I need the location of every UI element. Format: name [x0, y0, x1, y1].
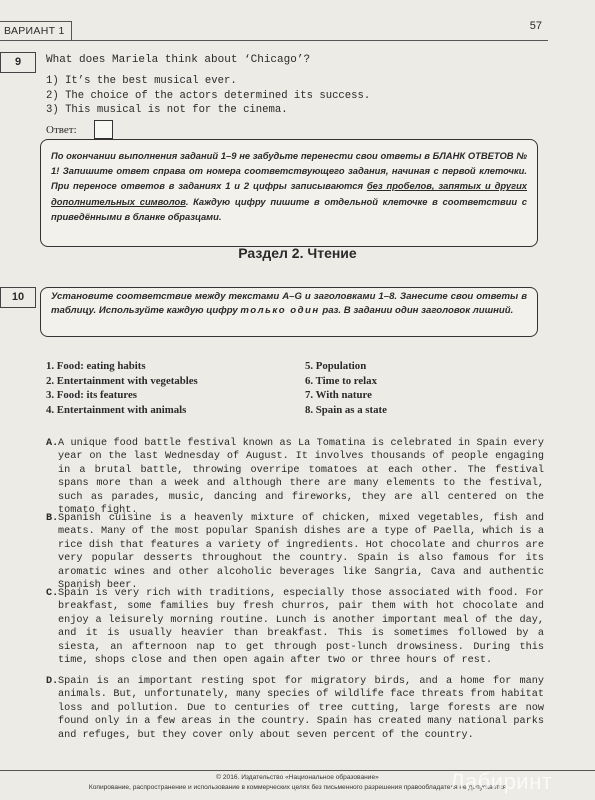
variant-label: ВАРИАНТ 1	[0, 21, 72, 41]
task9-option-3: 3) This musical is not for the cinema.	[46, 104, 288, 117]
task10-instruction-box	[40, 287, 538, 337]
heading-item: 2. Entertainment with vegetables	[46, 374, 198, 387]
heading-item: 1. Food: eating habits	[46, 360, 146, 372]
heading-item: 8. Spain as a state	[305, 403, 387, 416]
headings-list-left	[46, 359, 198, 417]
task10-instruction: Установите соответствие между текстами A–G и заголовками 1–8. Занесите свои ответы в таблицу. Используйте каждую цифру только один раз. В задании один заголовок лишний.	[51, 291, 527, 317]
page-number: 57	[529, 20, 542, 32]
passage-b	[46, 512, 544, 592]
answer-box[interactable]	[94, 120, 113, 139]
heading-item: 3. Food: its features	[46, 389, 137, 402]
passage-text: Spain is very rich with traditions, especially those associated with food. For breakfast, some families buy fresh churros, pair them with hot chocolate and enjoy a leisurely morning routine. Lunch is another important meal of the day, and it is usually heavier than breakfast. This is sometimes followed by a siesta, an afternoon nap to get through post-lunch drowsiness. During this time, shops close and then open again after two or three hours of rest.	[58, 588, 544, 667]
footer-rights: Копирование, распространение и использование в коммерческих целях без письменного разрешения правообладателя не допускается	[88, 784, 507, 791]
task-number-10: 10	[0, 287, 36, 308]
passage-c	[46, 587, 544, 667]
task-number-9: 9	[0, 52, 36, 73]
notice-underlined: без пробелов, запятых и других дополнительных символов	[51, 180, 528, 207]
task9-option-2: 2) The choice of the actors determined its success.	[46, 89, 371, 102]
passage-d	[46, 675, 544, 742]
heading-item: 7. With nature	[305, 389, 372, 402]
heading-item: 5. Population	[305, 360, 367, 372]
passage-letter: C.	[46, 588, 59, 599]
passage-text: Spanish cuisine is a heavenly mixture of chicken, mixed vegetables, fish and meats. Many of the most popular Spanish dishes are a type of Paella, which is a rice dish that features a variety of ingredients. Hot chocolate and churros are very popular desserts throughout the country. Spain is also famous for its aromatic wines and other alcoholic beverages like Sangria, Cava and authentic Spanish beer.	[58, 513, 544, 592]
answer-label: Ответ:	[46, 124, 77, 136]
task9-option-1: 1) It’s the best musical ever.	[46, 75, 237, 87]
heading-item: 4. Entertainment with animals	[46, 403, 187, 416]
footer-copyright: © 2016. Издательство «Национальное образование»	[216, 774, 379, 781]
passage-a	[46, 437, 544, 517]
passage-letter: B.	[46, 513, 59, 524]
passage-letter: D.	[46, 676, 59, 687]
passage-text: A unique food battle festival known as La Tomatina is celebrated in Spain every year on the last Wednesday of August. It involves thousands of people engaging in a brutal battle, throwing overripe tomatoes at each other. The festival spans more than a week and although there are many elements to the festival, such as parades, music, dancing and fireworks, they are all centered on the tomato fight.	[58, 438, 544, 517]
passage-letter: A.	[46, 438, 59, 449]
heading-item: 6. Time to relax	[305, 374, 377, 387]
page-header	[0, 18, 548, 41]
passage-text: Spain is an important resting spot for migratory birds, and a home for many animals. But, unfortunately, many species of wildlife face threats from habitat loss and pollution. Due to centuries of tree cutting, large forests are now found only in a few areas in the country. Spain has created many national parks and refuges, but they cover only about seven percent of the country.	[58, 676, 544, 741]
task9-question: What does Mariela think about ‘Chicago’?	[46, 54, 311, 66]
watermark-logo: Лабиринт	[450, 769, 553, 794]
section-title: Раздел 2. Чтение	[238, 245, 357, 261]
transfer-answers-notice	[40, 139, 538, 247]
headings-list-right	[305, 359, 387, 417]
task9-options	[46, 74, 370, 118]
notice-text: По окончании выполнения заданий 1–9 не забудьте перенести свои ответы в БЛАНК ОТВЕТОВ № 1! Запишите ответ справа от номера соответствующего задания, начиная с первой клеточки. При переносе ответов в заданиях 1 и 2 цифры записываются без пробелов, запятых и других дополнительных символов. Каждую цифру пишите в отдельной клеточке в соответствии с приведёнными в бланке образцами.	[51, 150, 528, 222]
